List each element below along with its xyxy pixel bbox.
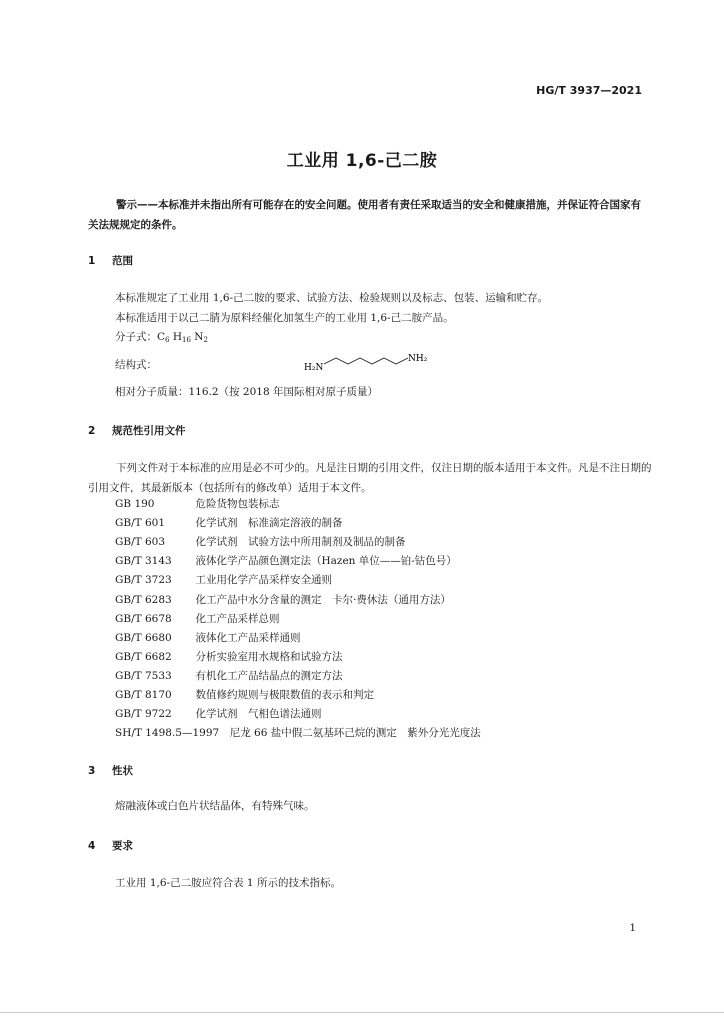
reference-item bbox=[115, 706, 322, 721]
page-bottom-rule bbox=[0, 1012, 724, 1013]
reference-title: 化工产品中水分含量的测定 卡尔·费休法（通用方法） bbox=[195, 593, 451, 606]
structure-left-group: H₂N bbox=[304, 363, 324, 373]
reference-item bbox=[115, 534, 406, 549]
reference-item bbox=[115, 496, 280, 511]
reference-title: 数值修约规则与极限数值的表示和判定 bbox=[195, 689, 374, 701]
properties-text: 熔融液体或白色片状结晶体，有特殊气味。 bbox=[115, 800, 315, 812]
reference-item bbox=[115, 515, 343, 530]
reference-item bbox=[115, 725, 481, 740]
section-title: 范围 bbox=[112, 255, 133, 267]
reference-item bbox=[115, 553, 457, 568]
carbon-chain-line bbox=[324, 358, 408, 364]
reference-code: GB/T 3723 bbox=[115, 574, 172, 587]
reference-title: 化学试剂 气相色谱法通则 bbox=[195, 708, 322, 721]
formula-n: N bbox=[194, 331, 204, 343]
reference-code: GB/T 601 bbox=[115, 517, 166, 530]
molecular-formula bbox=[115, 329, 208, 344]
section-heading-properties bbox=[88, 763, 133, 778]
reference-item bbox=[115, 668, 343, 683]
reference-code: GB/T 6678 bbox=[115, 612, 172, 625]
reference-title: 分析实验室用水规格和试验方法 bbox=[195, 650, 343, 663]
section-number: 4 bbox=[88, 840, 96, 852]
formula-h-sub: 16 bbox=[182, 336, 191, 344]
reference-code: GB/T 3143 bbox=[115, 555, 172, 568]
reference-title: 有机化工产品结晶点的测定方法 bbox=[195, 669, 343, 682]
warning-text: 警示——本标准并未指出所有可能存在的安全问题。使用者有责任采取适当的安全和健康措施，并保证符合国家有关法规规定的条件。 bbox=[88, 199, 641, 231]
document-title: 工业用 1,6-己二胺 bbox=[286, 151, 438, 171]
reference-item bbox=[115, 687, 374, 702]
formula-c-sub: 6 bbox=[165, 336, 170, 344]
requirements-text: 工业用 1,6-己二胺应符合表 1 所示的技术指标。 bbox=[115, 877, 341, 889]
reference-code: GB/T 6682 bbox=[115, 650, 172, 663]
references-intro: 下列文件对于本标准的应用是必不可少的。凡是注日期的引用文件，仅注日期的版本适用于本文件。凡是不注日期的引用文件，其最新版本（包括所有的修改单）适用于本文件。 bbox=[88, 462, 652, 494]
scope-line-2: 本标准适用于以己二腈为原料经催化加氢生产的工业用 1,6-己二胺产品。 bbox=[115, 312, 454, 324]
reference-item bbox=[115, 649, 343, 664]
page-number: 1 bbox=[629, 922, 636, 934]
reference-item bbox=[115, 572, 332, 587]
reference-title: 液体化工产品采样通则 bbox=[195, 631, 301, 644]
reference-item bbox=[115, 611, 280, 626]
formula-n-sub: 2 bbox=[203, 336, 208, 344]
reference-title: 化工产品采样总则 bbox=[195, 612, 280, 625]
structure-right-group: NH₂ bbox=[408, 354, 428, 364]
reference-code: GB/T 8170 bbox=[115, 689, 172, 701]
molecular-mass: 相对分子质量：116.2（按 2018 年国际相对原子质量） bbox=[115, 386, 378, 398]
reference-code: GB/T 6680 bbox=[115, 631, 172, 644]
section-number: 2 bbox=[88, 425, 96, 437]
section-title: 性状 bbox=[112, 765, 133, 777]
reference-title: 化学试剂 标准滴定溶液的制备 bbox=[195, 517, 343, 530]
standard-code: HG/T 3937—2021 bbox=[536, 84, 642, 97]
reference-title: 危险货物包装标志 bbox=[195, 498, 280, 510]
reference-code: GB/T 6283 bbox=[115, 593, 172, 606]
section-title: 规范性引用文件 bbox=[112, 425, 186, 437]
reference-item bbox=[115, 630, 301, 645]
reference-title: 尼龙 66 盐中假二氨基环己烷的测定 紫外分光光度法 bbox=[229, 727, 481, 740]
formula-c: C bbox=[157, 331, 166, 343]
section-number: 3 bbox=[88, 765, 96, 777]
formula-label: 分子式： bbox=[115, 331, 157, 343]
reference-code: GB/T 9722 bbox=[115, 708, 172, 721]
reference-item bbox=[115, 592, 451, 607]
scope-line-1: 本标准规定了工业用 1,6-己二胺的要求、试验方法、检验规则以及标志、包装、运输和贮存。 bbox=[115, 292, 549, 304]
reference-title: 化学试剂 试验方法中所用制剂及制品的制备 bbox=[195, 536, 406, 549]
section-title: 要求 bbox=[112, 840, 133, 852]
formula-h: H bbox=[172, 331, 183, 343]
reference-title: 工业用化学产品采样安全通则 bbox=[195, 574, 332, 587]
reference-code: SH/T 1498.5—1997 bbox=[115, 727, 220, 740]
reference-title: 液体化学产品颜色测定法（Hazen 单位——铂-钴色号） bbox=[195, 555, 457, 568]
section-heading-references bbox=[88, 423, 186, 438]
structural-formula bbox=[300, 348, 440, 376]
warning-paragraph bbox=[88, 195, 648, 235]
section-number: 1 bbox=[88, 255, 96, 267]
reference-code: GB/T 603 bbox=[115, 536, 166, 549]
structure-label: 结构式： bbox=[115, 359, 157, 371]
section-heading-scope bbox=[88, 253, 133, 268]
reference-code: GB/T 7533 bbox=[115, 669, 172, 682]
reference-code: GB 190 bbox=[115, 498, 155, 510]
section-heading-requirements bbox=[88, 838, 133, 853]
